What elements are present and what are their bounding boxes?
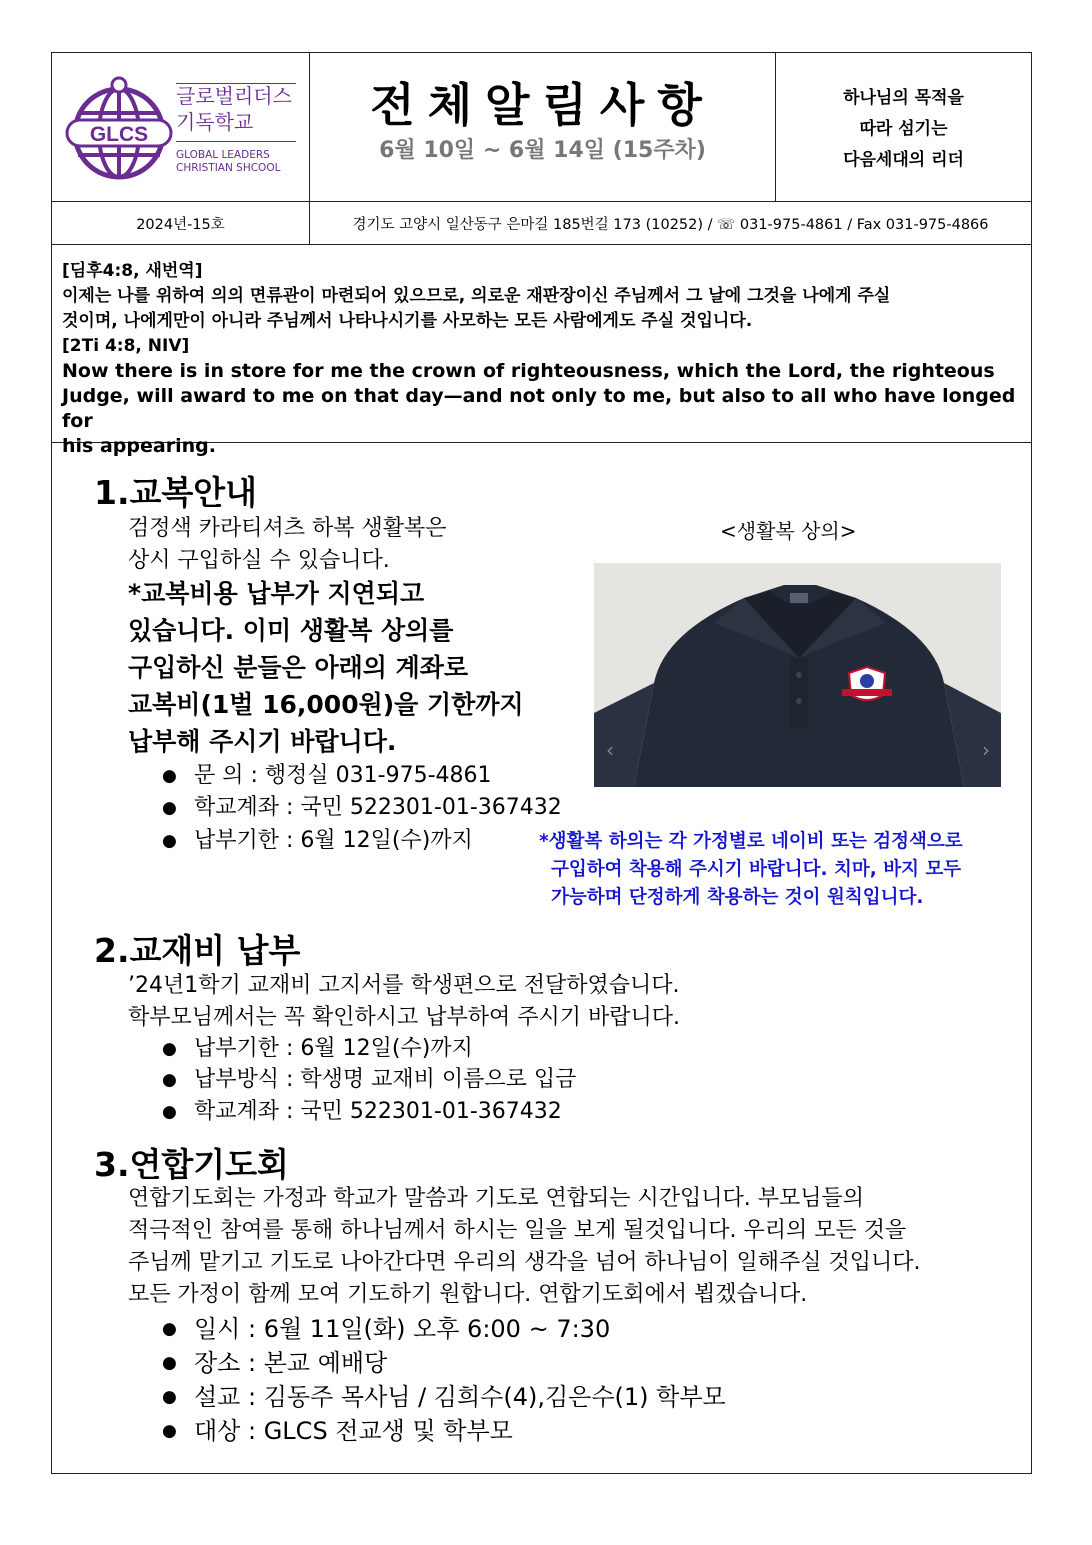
prayer-speaker: ● 설교 : 김동주 목사님 / 김희수(4),김은수(1) 학부모 — [194, 1382, 726, 1412]
photo-caption: <생활복 상의> — [720, 519, 857, 543]
logo-name-en-line1: GLOBAL LEADERS — [176, 149, 270, 161]
uniform-notice-line5: 납부해 주시기 바랍니다. — [128, 727, 397, 756]
prayer-text-line1: 연합기도회는 가정과 학교가 말씀과 기도로 연합되는 시간입니다. 부모님들의 — [128, 1186, 865, 1211]
uniform-shirt-photo — [594, 563, 1001, 787]
bulletin-frame — [51, 52, 1032, 1474]
section-heading-uniform: 1.교복안내 — [94, 473, 258, 512]
textbook-account: ● 학교계좌 : 국민 522301-01-367432 — [194, 1097, 562, 1127]
verse-en-line1: Now there is in store for me the crown of righteousness, which the Lord, the righteous — [62, 360, 995, 382]
logo-name-kr-line2: 기독학교 — [176, 110, 254, 134]
uniform-account: ● 학교계좌 : 국민 522301-01-367432 — [194, 793, 562, 823]
uniform-bottom-note-line1: *생활복 하의는 각 가정별로 네이비 또는 검정색으로 — [539, 831, 963, 852]
verse-ref-en: [2Ti 4:8, NIV] — [62, 336, 190, 356]
logo-name-kr-line1: 글로벌리더스 — [176, 84, 292, 108]
svg-text:‹: ‹ — [606, 738, 614, 762]
textbook-deadline: ● 납부기한 : 6월 12일(수)까지 — [194, 1034, 473, 1064]
verse-kr-line2: 것이며, 나에게만이 아니라 주님께서 나타나시기를 사모하는 모든 사람에게도 주실 것입니다. — [62, 311, 753, 331]
motto-line2: 따라 섬기는 — [859, 119, 948, 139]
prayer-datetime: ● 일시 : 6월 11일(화) 오후 6:00 ~ 7:30 — [194, 1314, 610, 1344]
uniform-notice-line3: 구입하신 분들은 아래의 계좌로 — [128, 653, 469, 682]
page-title: 전체알림사항 — [370, 78, 715, 132]
prayer-text-line3: 주님께 맡기고 기도로 나아간다면 우리의 생각을 넘어 하나님이 일해주실 것입니다. — [128, 1250, 921, 1275]
prayer-text-line4: 모든 가정이 함께 모여 기도하기 원합니다. 연합기도회에서 뵙겠습니다. — [128, 1282, 808, 1307]
logo-emblem-text: GLCS — [89, 123, 149, 146]
uniform-bottom-note-line2: 구입하여 착용해 주시기 바랍니다. 치마, 바지 모두 — [551, 859, 962, 880]
verse-en-line2: Judge, will award to me on that day—and not only to me, but also to all who have longed for — [62, 385, 1016, 432]
motto-line1: 하나님의 목적을 — [843, 88, 964, 108]
svg-text:›: › — [982, 738, 990, 762]
uniform-notice-line1: *교복비용 납부가 지연되고 — [128, 579, 425, 608]
issue-number: 2024년-15호 — [52, 202, 310, 244]
school-address: 경기도 고양시 일산동구 은마길 185번길 173 (10252) / ☏ 031-975-4861 / Fax 031-975-4866 — [352, 216, 989, 233]
polo-shirt-image — [594, 563, 1001, 787]
textbook-payment-method: ● 납부방식 : 학생명 교재비 이름으로 입금 — [194, 1065, 576, 1095]
prayer-text-line2: 적극적인 참여를 통해 하나님께서 하시는 일을 보게 될것입니다. 우리의 모든 것을 — [128, 1218, 907, 1243]
verse-kr-line1: 이제는 나를 위하여 의의 면류관이 마련되어 있으므로, 의로운 재판장이신 주님께서 그 날에 그것을 나에게 주실 — [62, 286, 891, 306]
week-range: 6월 10일 ~ 6월 14일 (15주차) — [379, 138, 706, 163]
verse-en-line3: his appearing. — [62, 435, 216, 457]
prayer-audience: ● 대상 : GLCS 전교생 및 학부모 — [194, 1416, 513, 1446]
uniform-bottom-note-line3: 가능하며 단정하게 착용하는 것이 원칙입니다. — [551, 887, 924, 908]
verse-ref-kr: [딤후4:8, 새번역] — [62, 261, 203, 281]
prayer-location: ● 장소 : 본교 예배당 — [194, 1348, 387, 1378]
textbook-text-line1: ’24년1학기 교재비 고지서를 학생편으로 전달하였습니다. — [128, 973, 680, 998]
textbook-text-line2: 학부모님께서는 꼭 확인하시고 납부하여 주시기 바랍니다. — [128, 1005, 681, 1030]
motto-line3: 다음세대의 리더 — [843, 150, 964, 170]
uniform-notice-line2: 있습니다. 이미 생활복 상의를 — [128, 616, 454, 645]
logo-name-en-line2: CHRISTIAN SHCOOL — [176, 162, 281, 174]
uniform-notice-line4: 교복비(1벌 16,000원)을 기한까지 — [128, 690, 524, 719]
uniform-text-line2: 상시 구입하실 수 있습니다. — [128, 548, 390, 573]
uniform-text-line1: 검정색 카라티셔츠 하복 생활복은 — [128, 516, 447, 541]
section-heading-textbook-fee: 2.교재비 납부 — [94, 931, 301, 970]
notice-content — [52, 53, 1031, 1473]
section-heading-prayer-meeting: 3.연합기도회 — [94, 1145, 289, 1184]
uniform-contact: ● 문 의 : 행정실 031-975-4861 — [194, 761, 492, 791]
uniform-deadline: ● 납부기한 : 6월 12일(수)까지 — [194, 826, 473, 856]
